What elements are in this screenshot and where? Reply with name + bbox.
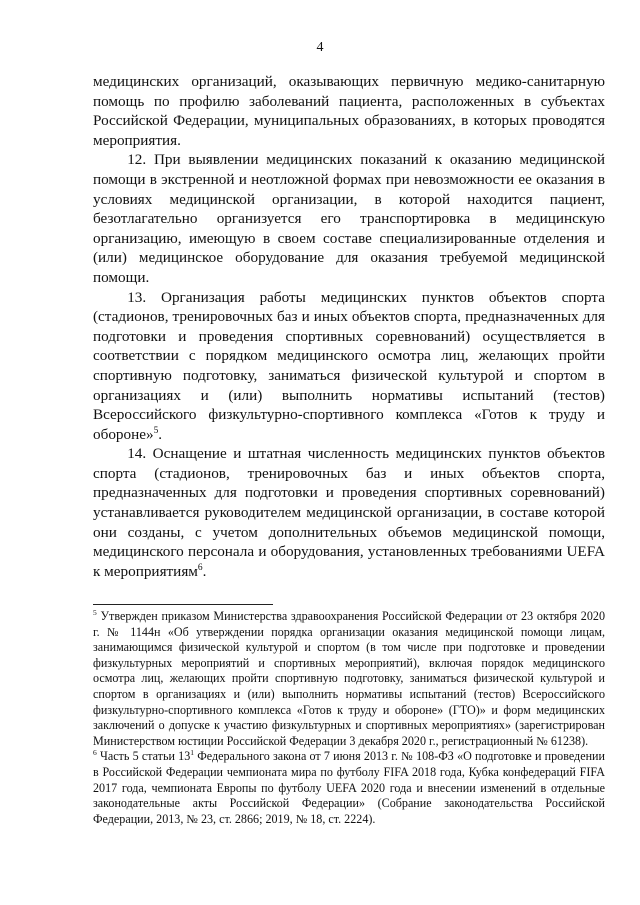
body-text — [93, 72, 605, 581]
footnote-text-tail: Федерального закона от 7 июня 2013 г. № 108-ФЗ «О подготовке и проведении в Российской Федерации чемпионата мира по футболу FIFA 2018 года, Кубка конфедераций FIFA 2017 года, чемпионата Европы по футболу UEFA 2020 года и внесении изменений в отдельные законодательные акты Российской Федерации» (Собрание законодательства Российской Федерации, 2013, № 23, ст. 2866; 2019, № 18, ст. 2224). — [93, 749, 605, 826]
paragraph-tail: . — [158, 425, 163, 443]
footnote-marker: 6 — [93, 748, 97, 758]
footnote-marker: 5 — [93, 607, 97, 617]
page-number: 4 — [316, 40, 324, 55]
paragraph-continuation — [93, 72, 605, 150]
paragraph-14 — [93, 444, 605, 581]
article-superscript: 1 — [190, 748, 195, 758]
paragraph-12 — [93, 150, 605, 287]
paragraph-13 — [93, 288, 605, 445]
footnote-text: Утвержден приказом Министерства здравоохранения Российской Федерации от 23 октября 2020 г. № 1144н «Об утверждении порядка организации оказания медицинской помощи лицам, занимающимся физической культурой и спортом (в том числе при подготовке и проведении физкультурных мероприятий и спортивных мероприятий), включая порядок медицинского осмотра лиц, желающих пройти спортивную подготовку, заниматься физической культурой и спортом в организациях и (или) выполнить нормативы испытаний (тестов) Всероссийского физкультурно-спортивного комплекса «Готов к труду и обороне» (ГТО)» и форм медицинских заключений о допуске к участию физкультурных и спортивных мероприятиях» (зарегистрирован Министерством юстиции Российской Федерации 3 декабря 2020 г., регистрационный № 61238). — [93, 609, 605, 748]
paragraph-text: 13. Организация работы медицинских пунктов объектов спорта (стадионов, тренировочных баз и иных объектов спорта, предназначенных для подготовки и проведения спортивных соревнований) осуществляется в соответствии с порядком медицинского осмотра лиц, желающих пройти спортивную подготовку, заниматься физической культурой и спортом в организациях и (или) выполнить нормативы испытаний (тестов) Всероссийского физкультурно-спортивного комплекса «Готов к труду и обороне» — [93, 288, 605, 443]
paragraph-tail: . — [202, 562, 207, 580]
footnote-5 — [93, 609, 605, 749]
paragraph-text: 12. При выявлении медицинских показаний к оказанию медицинской помощи в экстренной и неотложной формах при невозможности ее оказания в условиях медицинской организации, в которой находится пациент, безотлагательно организуется его транспортировка в медицинскую организацию, имеющую в своем составе специализированные отделения и (или) медицинское оборудование для оказания требуемой медицинской помощи. — [93, 151, 605, 286]
footnote-ref-5: 5 — [153, 425, 159, 436]
footnote-6 — [93, 749, 605, 827]
paragraph-text: 14. Оснащение и штатная численность медицинских пунктов объектов спорта (стадионов, тренировочных баз и иных объектов спорта, предназначенных для подготовки и проведения спортивных соревнований) устанавливается руководителем медицинской организации, в составе которой они созданы, с учетом дополнительных объемов медицинской помощи, медицинского персонала и оборудования, установленных требованиями UEFA к мероприятиям — [93, 445, 605, 580]
footnote-ref-6: 6 — [197, 562, 203, 573]
footnote-divider — [93, 604, 273, 605]
footnotes — [93, 609, 605, 827]
footnote-text: Часть 5 статьи 13 — [96, 749, 191, 764]
paragraph-text: медицинских организаций, оказывающих первичную медико-санитарную помощь по профилю заболеваний пациента, расположенных в субъектах Российской Федерации, муниципальных образованиях, в которых проводятся мероприятия. — [93, 73, 605, 149]
